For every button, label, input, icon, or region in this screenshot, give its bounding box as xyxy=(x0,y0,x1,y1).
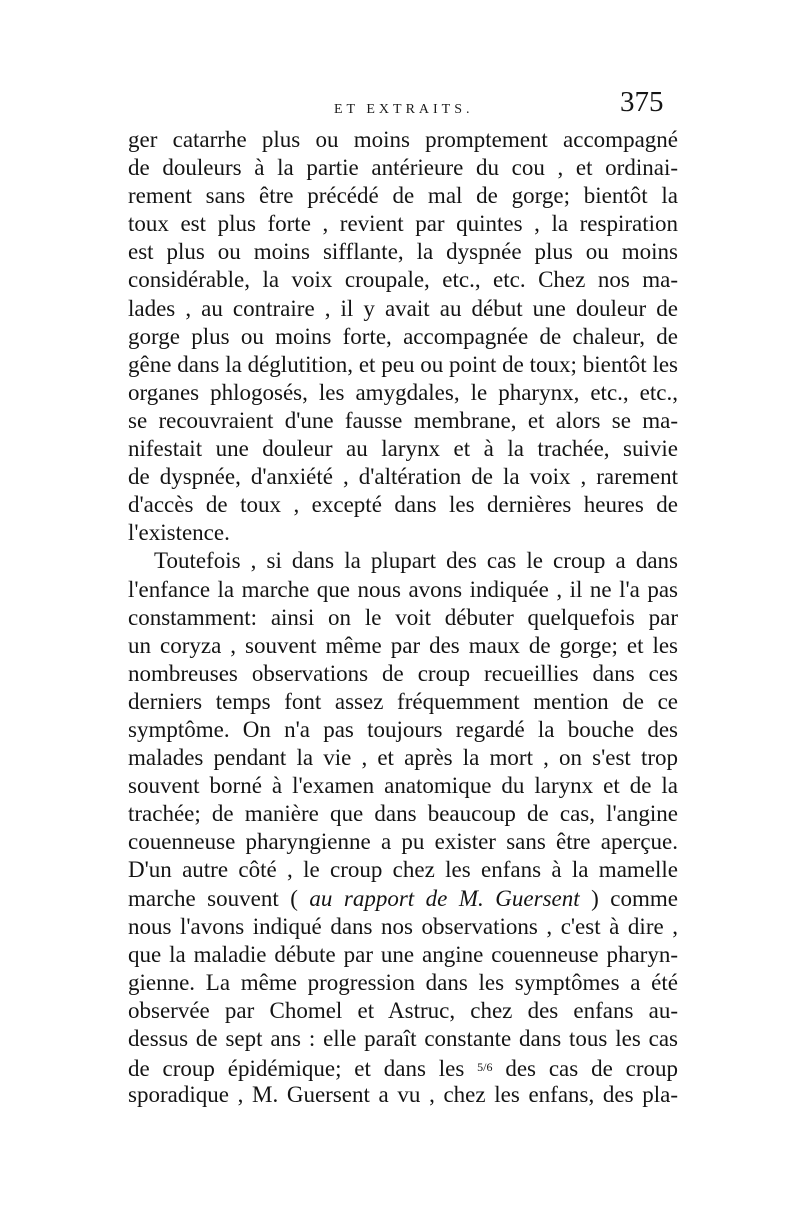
text-line: malades pendant la vie , et après la mort , on s'est trop xyxy=(128,745,678,771)
running-title: ET EXTRAITS. xyxy=(334,102,474,117)
text-segment: ) comme xyxy=(579,885,679,911)
text-line: symptôme. On n'a pas toujours regardé la bouche des xyxy=(128,716,678,742)
text-line: Toutefois , si dans la plupart des cas le croup a dans xyxy=(154,548,678,574)
text-segment: des cas de croup xyxy=(492,1056,678,1082)
paragraph-1 xyxy=(128,126,678,547)
text-line: de douleurs à la partie antérieure du cou , et ordinai- xyxy=(128,155,678,181)
text-line: constamment: ainsi on le voit débuter quelquefois par xyxy=(128,604,678,630)
text-line: trachée; de manière que dans beaucoup de cas, l'angine xyxy=(128,801,678,827)
text-line: derniers temps font assez fréquemment mention de ce xyxy=(128,688,678,714)
text-line: l'existence. xyxy=(128,520,230,546)
text-line: est plus ou moins sifflante, la dyspnée plus ou moins xyxy=(128,239,678,265)
text-line: dessus de sept ans : elle paraît constante dans tous les cas xyxy=(128,1026,678,1051)
text-line: gienne. La même progression dans les symptômes a été xyxy=(128,969,678,995)
text-line: nifestait une douleur au larynx et à la trachée, suivie xyxy=(128,436,678,462)
text-line: lades , au contraire , il y avait au début une douleur de xyxy=(128,295,678,321)
text-line: de dyspnée, d'anxiété , d'altération de la voix , rarement xyxy=(128,464,678,490)
fraction: 5/6 xyxy=(477,1060,493,1075)
text-line: couenneuse pharyngienne a pu exister sans être aperçue. xyxy=(128,829,678,855)
fraction-denominator: 6 xyxy=(486,1060,493,1075)
text-segment: marche souvent ( xyxy=(128,885,310,911)
text-line: rement sans être précédé de mal de gorge; bientôt la xyxy=(128,183,678,209)
text-segment: de croup épidémique; et dans les xyxy=(128,1056,478,1082)
text-line: considérable, la voix croupale, etc., etc. Chez nos ma- xyxy=(128,267,678,293)
page-number: 375 xyxy=(620,86,664,118)
text-line: organes phlogosés, les amygdales, le pharynx, etc., etc., xyxy=(128,379,678,405)
text-line: gêne dans la déglutition, et peu ou point de toux; bientôt les xyxy=(128,351,678,377)
text-line: l'enfance la marche que nous avons indiquée , il ne l'a pas xyxy=(128,576,678,602)
text-line: ger catarrhe plus ou moins promptement accompagné xyxy=(128,127,678,152)
text-line: gorge plus ou moins forte, accompagnée de chaleur, de xyxy=(128,323,678,349)
paragraph-2 xyxy=(128,547,678,1109)
text-line: observée par Chomel et Astruc, chez des enfans au- xyxy=(128,997,678,1023)
body-text xyxy=(128,126,678,1109)
text-line: se recouvraient d'une fausse membrane, et alors se ma- xyxy=(128,407,678,433)
text-line: un coryza , souvent même par des maux de gorge; et les xyxy=(128,632,678,658)
text-line: sporadique , M. Guersent a vu , chez les enfans, des pla- xyxy=(128,1082,678,1108)
text-line: que la maladie débute par une angine couenneuse pharyn- xyxy=(128,941,678,967)
text-line: nombreuses observations de croup recueillies dans ces xyxy=(128,660,678,686)
italic-citation: au rapport de M. Guersent xyxy=(309,885,580,911)
text-line: toux est plus forte , revient par quintes , la respiration xyxy=(128,211,678,237)
text-line-with-italic xyxy=(128,885,678,913)
text-line: D'un autre côté , le croup chez les enfans à la mamelle xyxy=(128,857,678,883)
text-line-with-fraction xyxy=(128,1053,678,1081)
text-line: souvent borné à l'examen anatomique du larynx et de la xyxy=(128,773,678,799)
text-line: nous l'avons indiqué dans nos observations , c'est à dire , xyxy=(128,913,678,939)
text-line: d'accès de toux , excepté dans les dernières heures de xyxy=(128,492,678,518)
fraction-numerator: 5 xyxy=(477,1060,484,1075)
